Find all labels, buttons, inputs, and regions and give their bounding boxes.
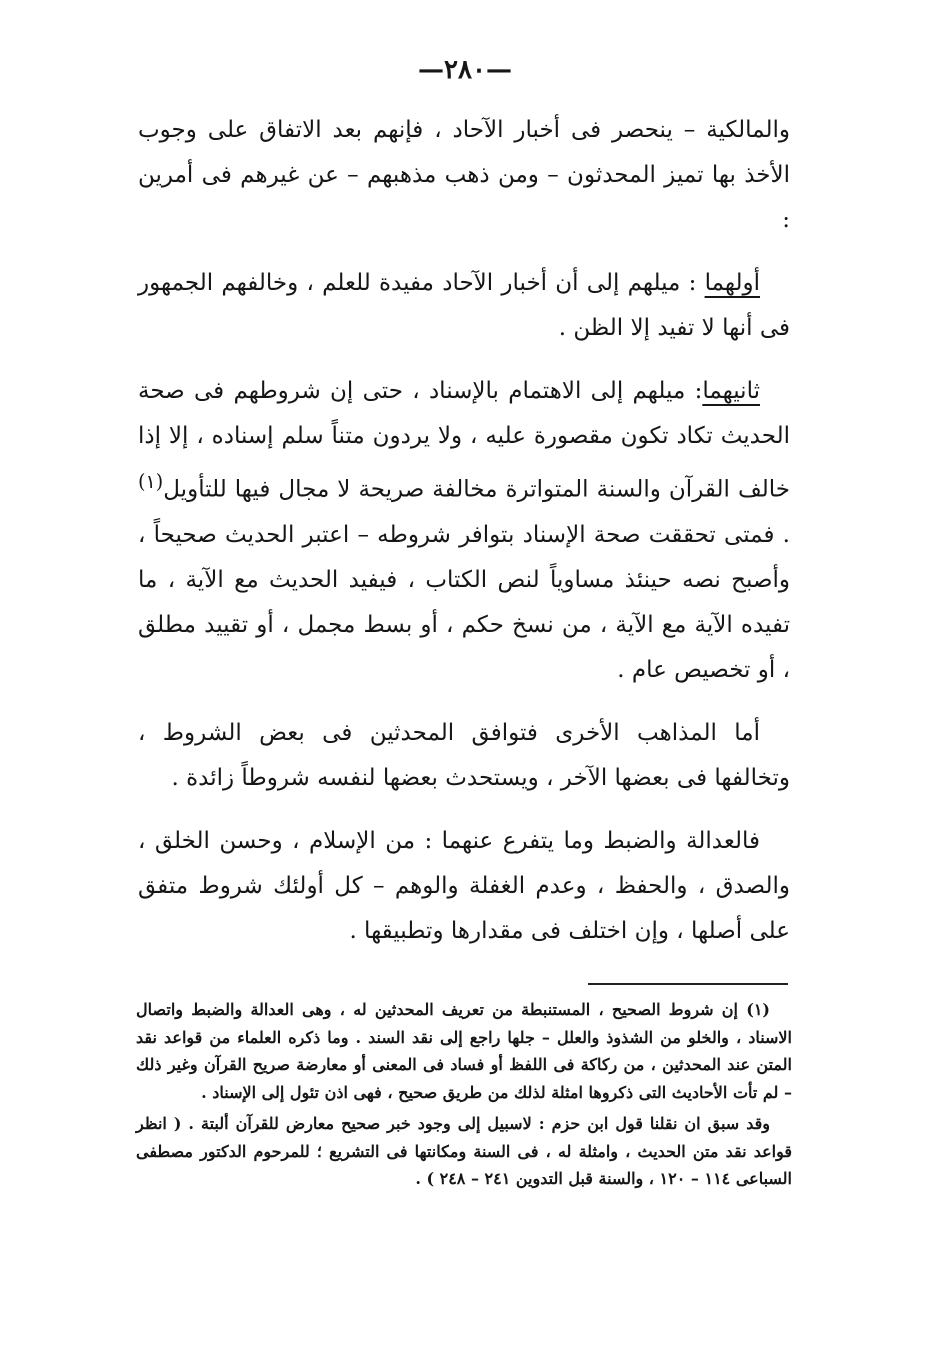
paragraph-1 [138,108,790,243]
footnotes [136,996,792,1197]
paragraph-3-text: : ميلهم إلى الاهتمام بالإسناد ، حتى إن شروطهم فى صحة الحديث تكاد تكون مقصورة عليه ، ولا يردون متناً سلم إسناده ، إلا إذا خالف القرآن والسنة المتواترة مخالفة صريحة لا مجال فيها للتأويل [138,378,790,503]
main-text [138,108,790,972]
footnote-1: (١) إن شروط الصحيح ، المستنبطة من تعريف المحدثين له ، وهى العدالة والضبط واتصال الاسناد ، والخلو من الشذوذ والعلل – جلها راجع إلى نقد السند . وما ذكره العلماء من قواعد نقد المتن عند المحدثين ، من ركاكة فى اللفظ أو فساد فى المعنى أو معارضة صريح القرآن وغير ذلك – لم تأت الأحاديث التى ذكروها امثلة لذلك من طريق صحيح ، فهى اذن تئول إلى الإسناد . [136,1000,792,1102]
paragraph-3 [138,369,790,693]
footnote-divider [588,983,788,985]
paragraph-2-text: : ميلهم إلى أن أخبار الآحاد مفيدة للعلم ، وخالفهم الجمهور فى أنها لا تفيد إلا الظن . [138,270,790,341]
footnote-reference: (١) [138,470,164,493]
footnote-2: وقد سبق ان نقلنا قول ابن حزم : لاسبيل إلى وجود خبر صحيح معارض للقرآن ألبتة . ( انظر قواعد نقد متن الحديث ، وامثلة له ، فى السنة ومكانتها فى التشريع ؛ للمرحوم الدكتور مصطفى السباعى ١١٤ – ١٢٠ ، والسنة قبل التدوين ٢٤١ – ٢٤٨ ) . [136,1114,792,1188]
paragraph-2 [138,261,790,351]
paragraph-4-text: أما المذاهب الأخرى فتوافق المحدثين فى بعض الشروط ، وتخالفها فى بعضها الآخر ، ويستحدث بعضها لنفسه شروطاً زائدة . [138,719,790,791]
paragraph-3-lead: ثانيهما [702,378,760,404]
paragraph-4 [138,711,790,801]
paragraph-2-lead: أولهما [704,270,760,296]
paragraph-1-text: والمالكية – ينحصر فى أخبار الآحاد ، فإنهم بعد الاتفاق على وجوب الأخذ بها تميز المحدثون – ومن ذهب مذهبهم – عن غيرهم فى أمرين : [138,117,790,233]
paragraph-3-text-after: . فمتى تحققت صحة الإسناد بتوافر شروطه – اعتبر الحديث صحيحاً ، وأصبح نصه حينئذ مساوياً لنص الكتاب ، فيفيد الحديث مع الآية ، ما تفيده الآية مع الآية ، من نسخ حكم ، أو بسط مجمل ، أو تقييد مطلق ، أو تخصيص عام . [138,521,790,683]
paragraph-5-text: فالعدالة والضبط وما يتفرع عنهما : من الإسلام ، وحسن الخلق ، والصدق ، والحفظ ، وعدم الغفلة والوهم – كل أولئك شروط متفق على أصلها ، وإن اختلف فى مقدارها وتطبيقها . [138,827,790,944]
page-number: —٢٨٠— [418,55,512,85]
paragraph-5 [138,819,790,954]
